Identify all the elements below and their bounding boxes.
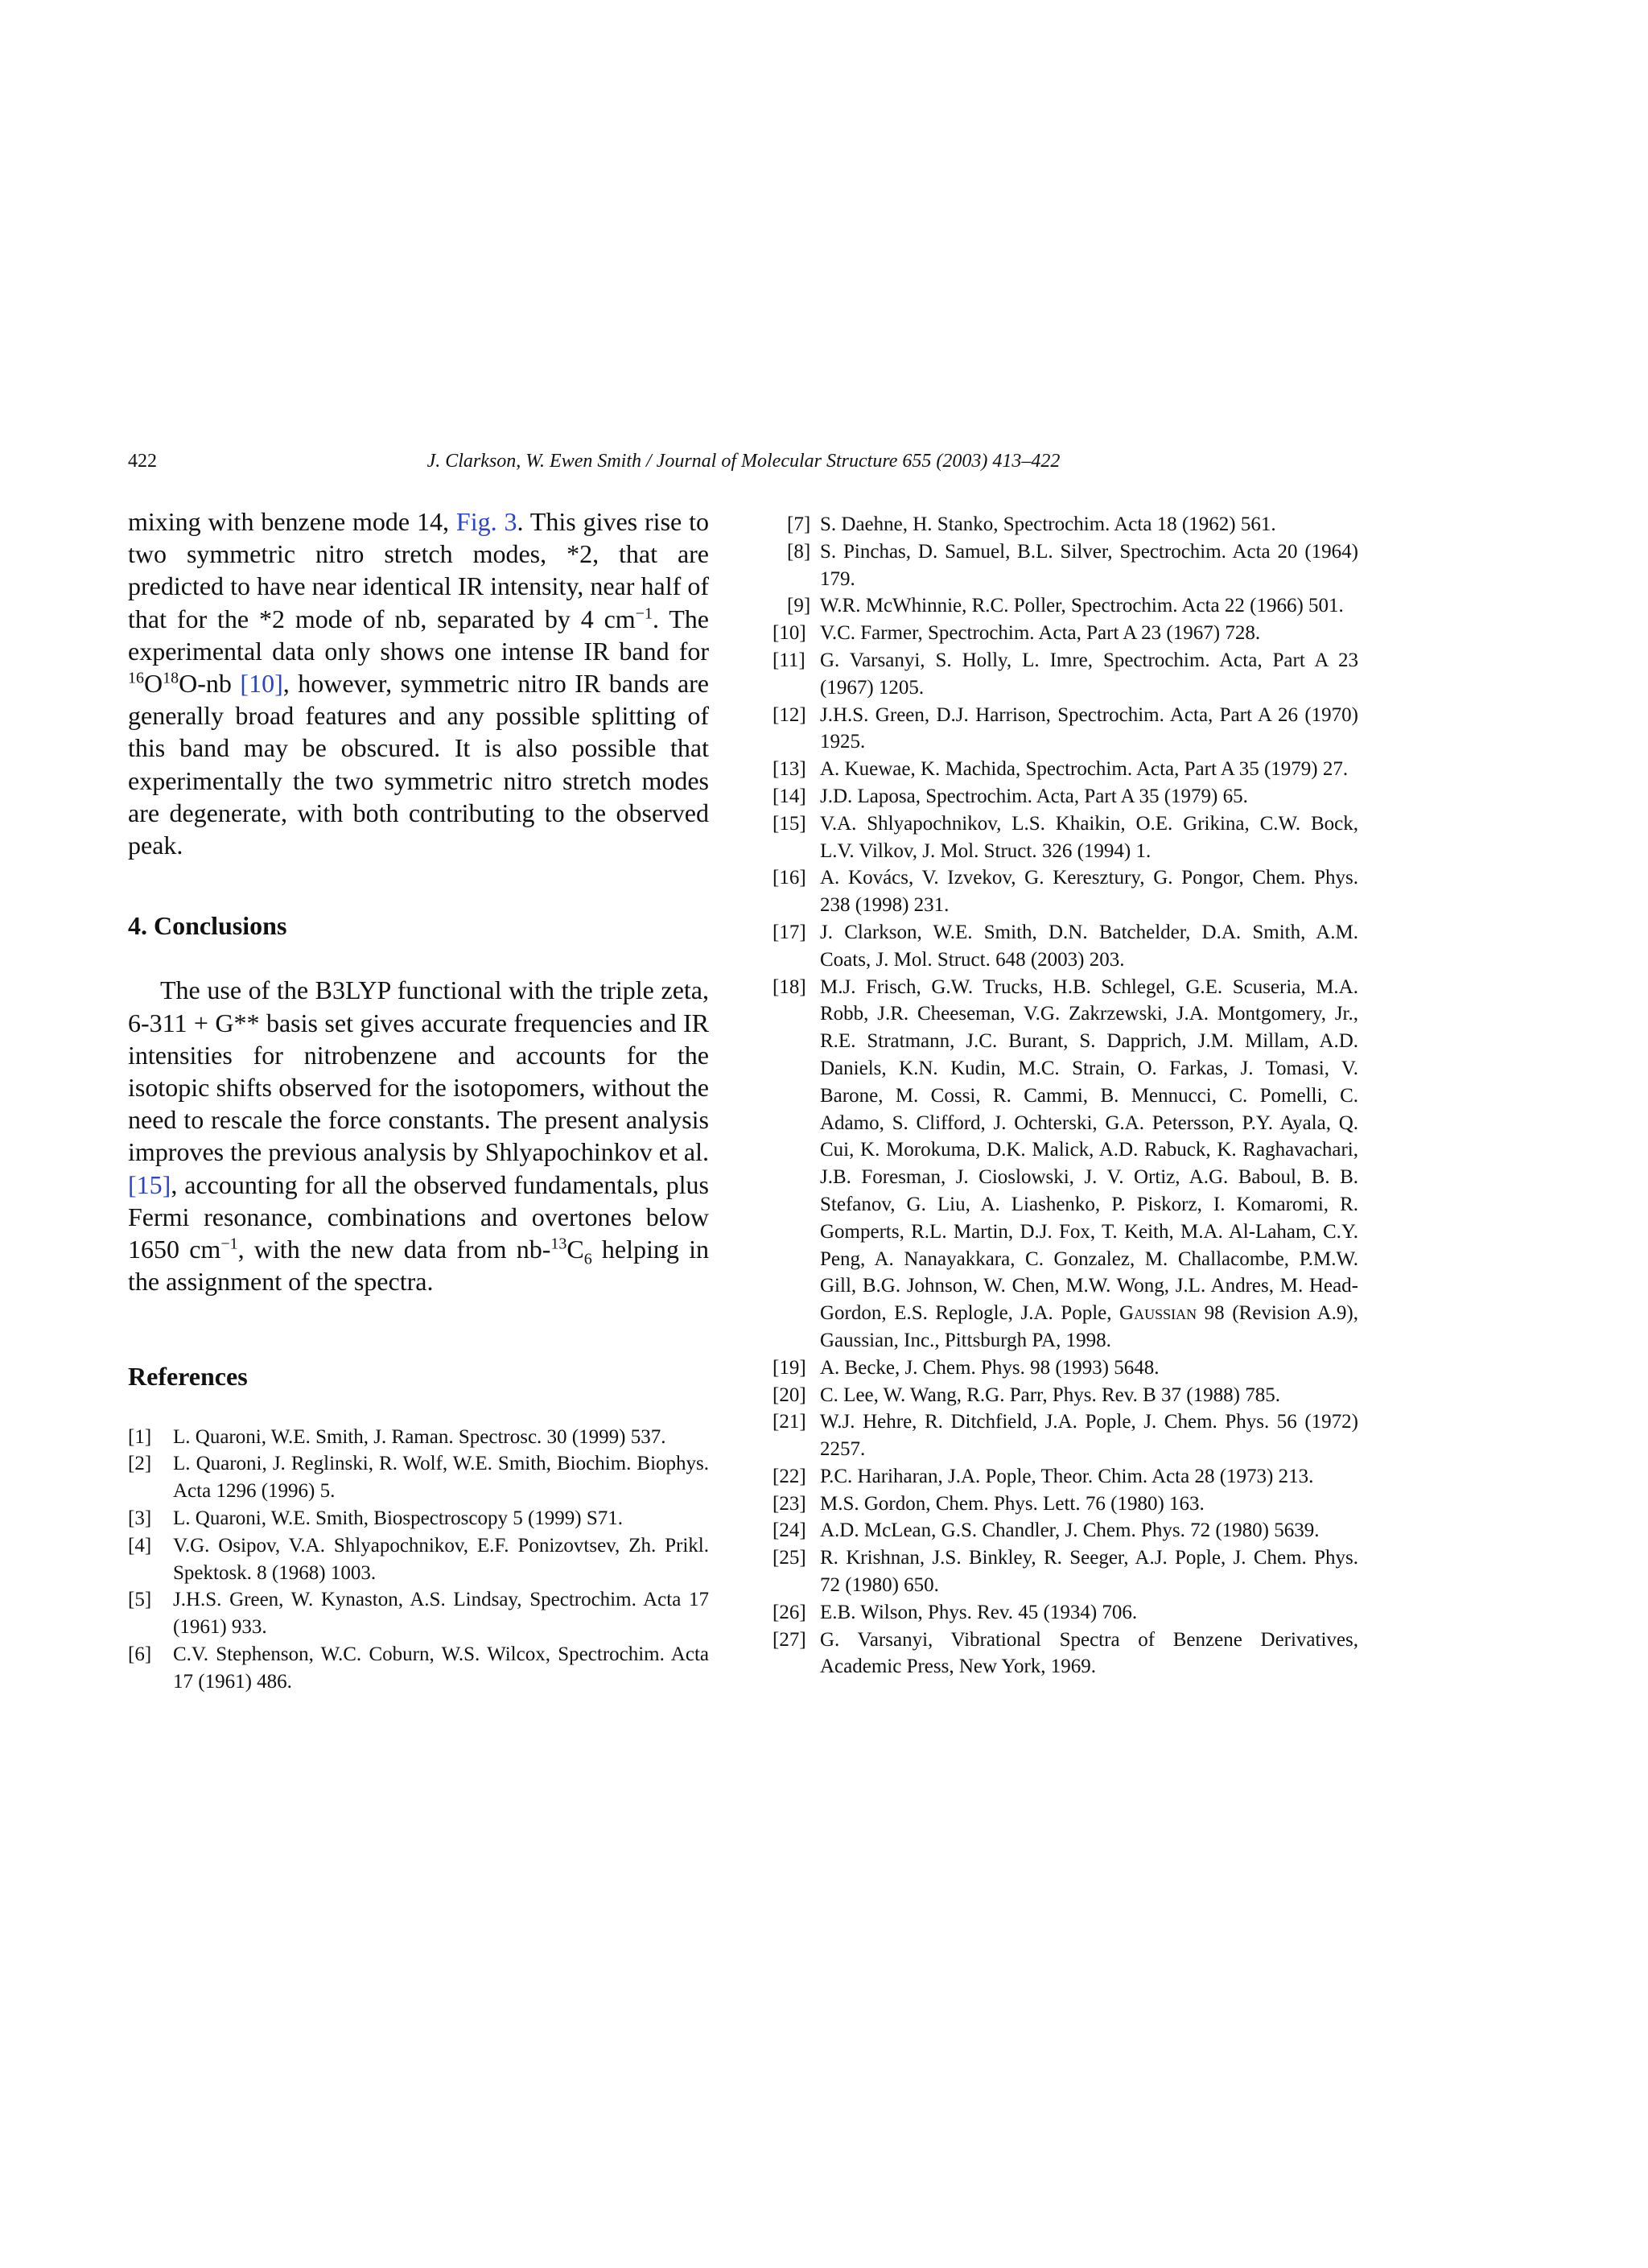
reference-item: [22] P.C. Hariharan, J.A. Pople, Theor. Chim. Acta 28 (1973) 213. [772, 1465, 1314, 1487]
reference-item: [16] A. Kovács, V. Izvekov, G. Keresztury, G. Pongor, Chem. Phys. 238 (1998) 231. [772, 867, 1358, 917]
references-heading: References [128, 1362, 248, 1392]
reference-item: [5] J.H.S. Green, W. Kynaston, A.S. Lindsay, Spectrochim. Acta 17 (1961) 933. [128, 1589, 709, 1639]
reference-item: [15] V.A. Shlyapochnikov, L.S. Khaikin, O.E. Grikina, C.W. Bock, L.V. Vilkov, J. Mol. Struct. 326 (1994) 1. [772, 812, 1358, 862]
running-head [128, 451, 1359, 483]
reference-item: [25] R. Krishnan, J.S. Binkley, R. Seeger, A.J. Pople, J. Chem. Phys. 72 (1980) 650. [772, 1547, 1358, 1597]
figure-link[interactable]: Fig. 3 [455, 507, 517, 536]
reference-item: [24] A.D. McLean, G.S. Chandler, J. Chem. Phys. 72 (1980) 5639. [772, 1520, 1320, 1542]
reference-item: [21] W.J. Hehre, R. Ditchfield, J.A. Pople, J. Chem. Phys. 56 (1972) 2257. [772, 1411, 1358, 1461]
reference-item: [17] J. Clarkson, W.E. Smith, D.N. Batchelder, D.A. Smith, A.M. Coats, J. Mol. Struct. 648 (2003) 203. [772, 921, 1358, 971]
body-paragraph-2: The use of the B3LYP functional with the triple zeta, 6-311 + G** basis set gives accurate frequencies and IR intensities for nitrobenzene and accounts for the isotopic shifts observed for the isotopomers, without the need to rescale the force constants. The present analysis improves the previous analysis by Shlyapochinkov et al. [15], accounting for all the observed fundamentals, plus Fermi resonance, combinations and overtones below 1650 $cm^{-1}$, with the new data from $nb-^{13}C_6$ helping in the assignment of the spectra. [128, 975, 710, 1297]
reference-item: [10] V.C. Farmer, Spectrochim. Acta, Part A 23 (1967) 728. [772, 622, 1261, 645]
reference-item: [19] A. Becke, J. Chem. Phys. 98 (1993) 5648. [772, 1356, 1160, 1379]
reference-item: [2] L. Quaroni, J. Reglinski, R. Wolf, W.E. Smith, Biochim. Biophys. Acta 1296 (1996) 5. [128, 1453, 709, 1503]
reference-list-right [772, 511, 1358, 1680]
reference-item: [7] S. Daehne, H. Stanko, Spectrochim. Acta 18 (1962) 561. [787, 513, 1276, 535]
reference-item: [26] E.B. Wilson, Phys. Rev. 45 (1934) 706. [772, 1601, 1138, 1623]
reference-item: [1] L. Quaroni, W.E. Smith, J. Raman. Spectrosc. 30 (1999) 537. [128, 1425, 666, 1448]
reference-item: [23] M.S. Gordon, Chem. Phys. Lett. 76 (1980) 163. [772, 1492, 1205, 1515]
reference-item: [20] C. Lee, W. Wang, R.G. Parr, Phys. Rev. B 37 (1988) 785. [772, 1383, 1280, 1406]
left-column [128, 505, 709, 1696]
reference-item: [3] L. Quaroni, W.E. Smith, Biospectroscopy 5 (1999) S71. [128, 1507, 623, 1530]
reference-item: [9] W.R. McWhinnie, R.C. Poller, Spectrochim. Acta 22 (1966) 501. [787, 595, 1344, 617]
reference-item: [6] C.V. Stephenson, W.C. Coburn, W.S. Wilcox, Spectrochim. Acta 17 (1961) 486. [128, 1643, 709, 1693]
reference-list-left [128, 1424, 709, 1696]
reference-item: [14] J.D. Laposa, Spectrochim. Acta, Part A 35 (1979) 65. [772, 785, 1248, 807]
citation-link-10[interactable]: [10] [240, 669, 283, 699]
reference-item: [11] G. Varsanyi, S. Holly, L. Imre, Spectrochim. Acta, Part A 23 (1967) 1205. [772, 649, 1358, 699]
body-paragraph-1: mixing with benzene mode 14, Fig. 3. This gives rise to two symmetric nitro stretch modes, *2, that are predicted to have near identical IR intensity, near half of that for the *2 mode of nb, separated by 4 $cm^{-1}$. The experimental data only shows one intense IR band for $^{16}O^{18}O-nb$ [10], however, symmetric nitro IR bands are generally broad features and any possible splitting of this band may be obscured. It is also possible that experimentally the two symmetric nitro stretch modes are degenerate, with both contributing to the observed peak. [128, 507, 710, 860]
reference-item: [13] A. Kuewae, K. Machida, Spectrochim. Acta, Part A 35 (1979) 27. [772, 758, 1349, 781]
reference-item: [8] S. Pinchas, D. Samuel, B.L. Silver, Spectrochim. Acta 20 (1964) 179. [787, 540, 1358, 590]
page-number: 422 [128, 451, 157, 472]
reference-item: [18] M.J. Frisch, G.W. Trucks, H.B. Schlegel, G.E. Scuseria, M.A. Robb, J.R. Cheeseman, V.G. Zakrzewski, J.A. Montgomery, Jr., R.E. Stratmann, J.C. Burant, S. Dapprich, J.M. Millam, A.D. Daniels, K.N. Kudin, M.C. Strain, O. Farkas, J. Tomasi, V. Barone, M. Cossi, R. Cammi, B. Mennucci, C. Pomelli, C. Adamo, S. Clifford, J. Ochterski, G.A. Petersson, P.Y. Ayala, Q. Cui, K. Morokuma, D.K. Malick, A.D. Rabuck, K. Raghavachari, J.B. Foresman, J. Cioslowski, J. V. Ortiz, A.G. Baboul, B. B. Stefanov, G. Liu, A. Liashenko, P. Piskorz, I. Komaromi, R. Gomperts, R.L. Martin, D.J. Fox, T. Keith, M.A. Al-Laham, C.Y. Peng, A. Nanayakkara, C. Gonzalez, M. Challacombe, P.M.W. Gill, B.G. Johnson, W. Chen, M.W. Wong, J.L. Andres, M. Head-Gordon, E.S. Replogle, J.A. Pople, Gaussian 98 (Revision A.9), Gaussian, Inc., Pittsburgh PA, 1998. [772, 975, 1358, 1351]
reference-item: [12] J.H.S. Green, D.J. Harrison, Spectrochim. Acta, Part A 26 (1970) 1925. [772, 703, 1358, 753]
reference-item: [4] V.G. Osipov, V.A. Shlyapochnikov, E.F. Ponizovtsev, Zh. Prikl. Spektosk. 8 (1968) 1003. [128, 1534, 709, 1584]
citation-link-15[interactable]: [15] [128, 1169, 171, 1199]
right-column [772, 511, 1358, 1680]
reference-item: [27] G. Varsanyi, Vibrational Spectra of Benzene Derivatives, Academic Press, New York, 1969. [772, 1628, 1358, 1678]
conclusions-heading: 4. Conclusions [128, 911, 287, 941]
running-title: J. Clarkson, W. Ewen Smith / Journal of Molecular Structure 655 (2003) 413–422 [426, 451, 1061, 472]
